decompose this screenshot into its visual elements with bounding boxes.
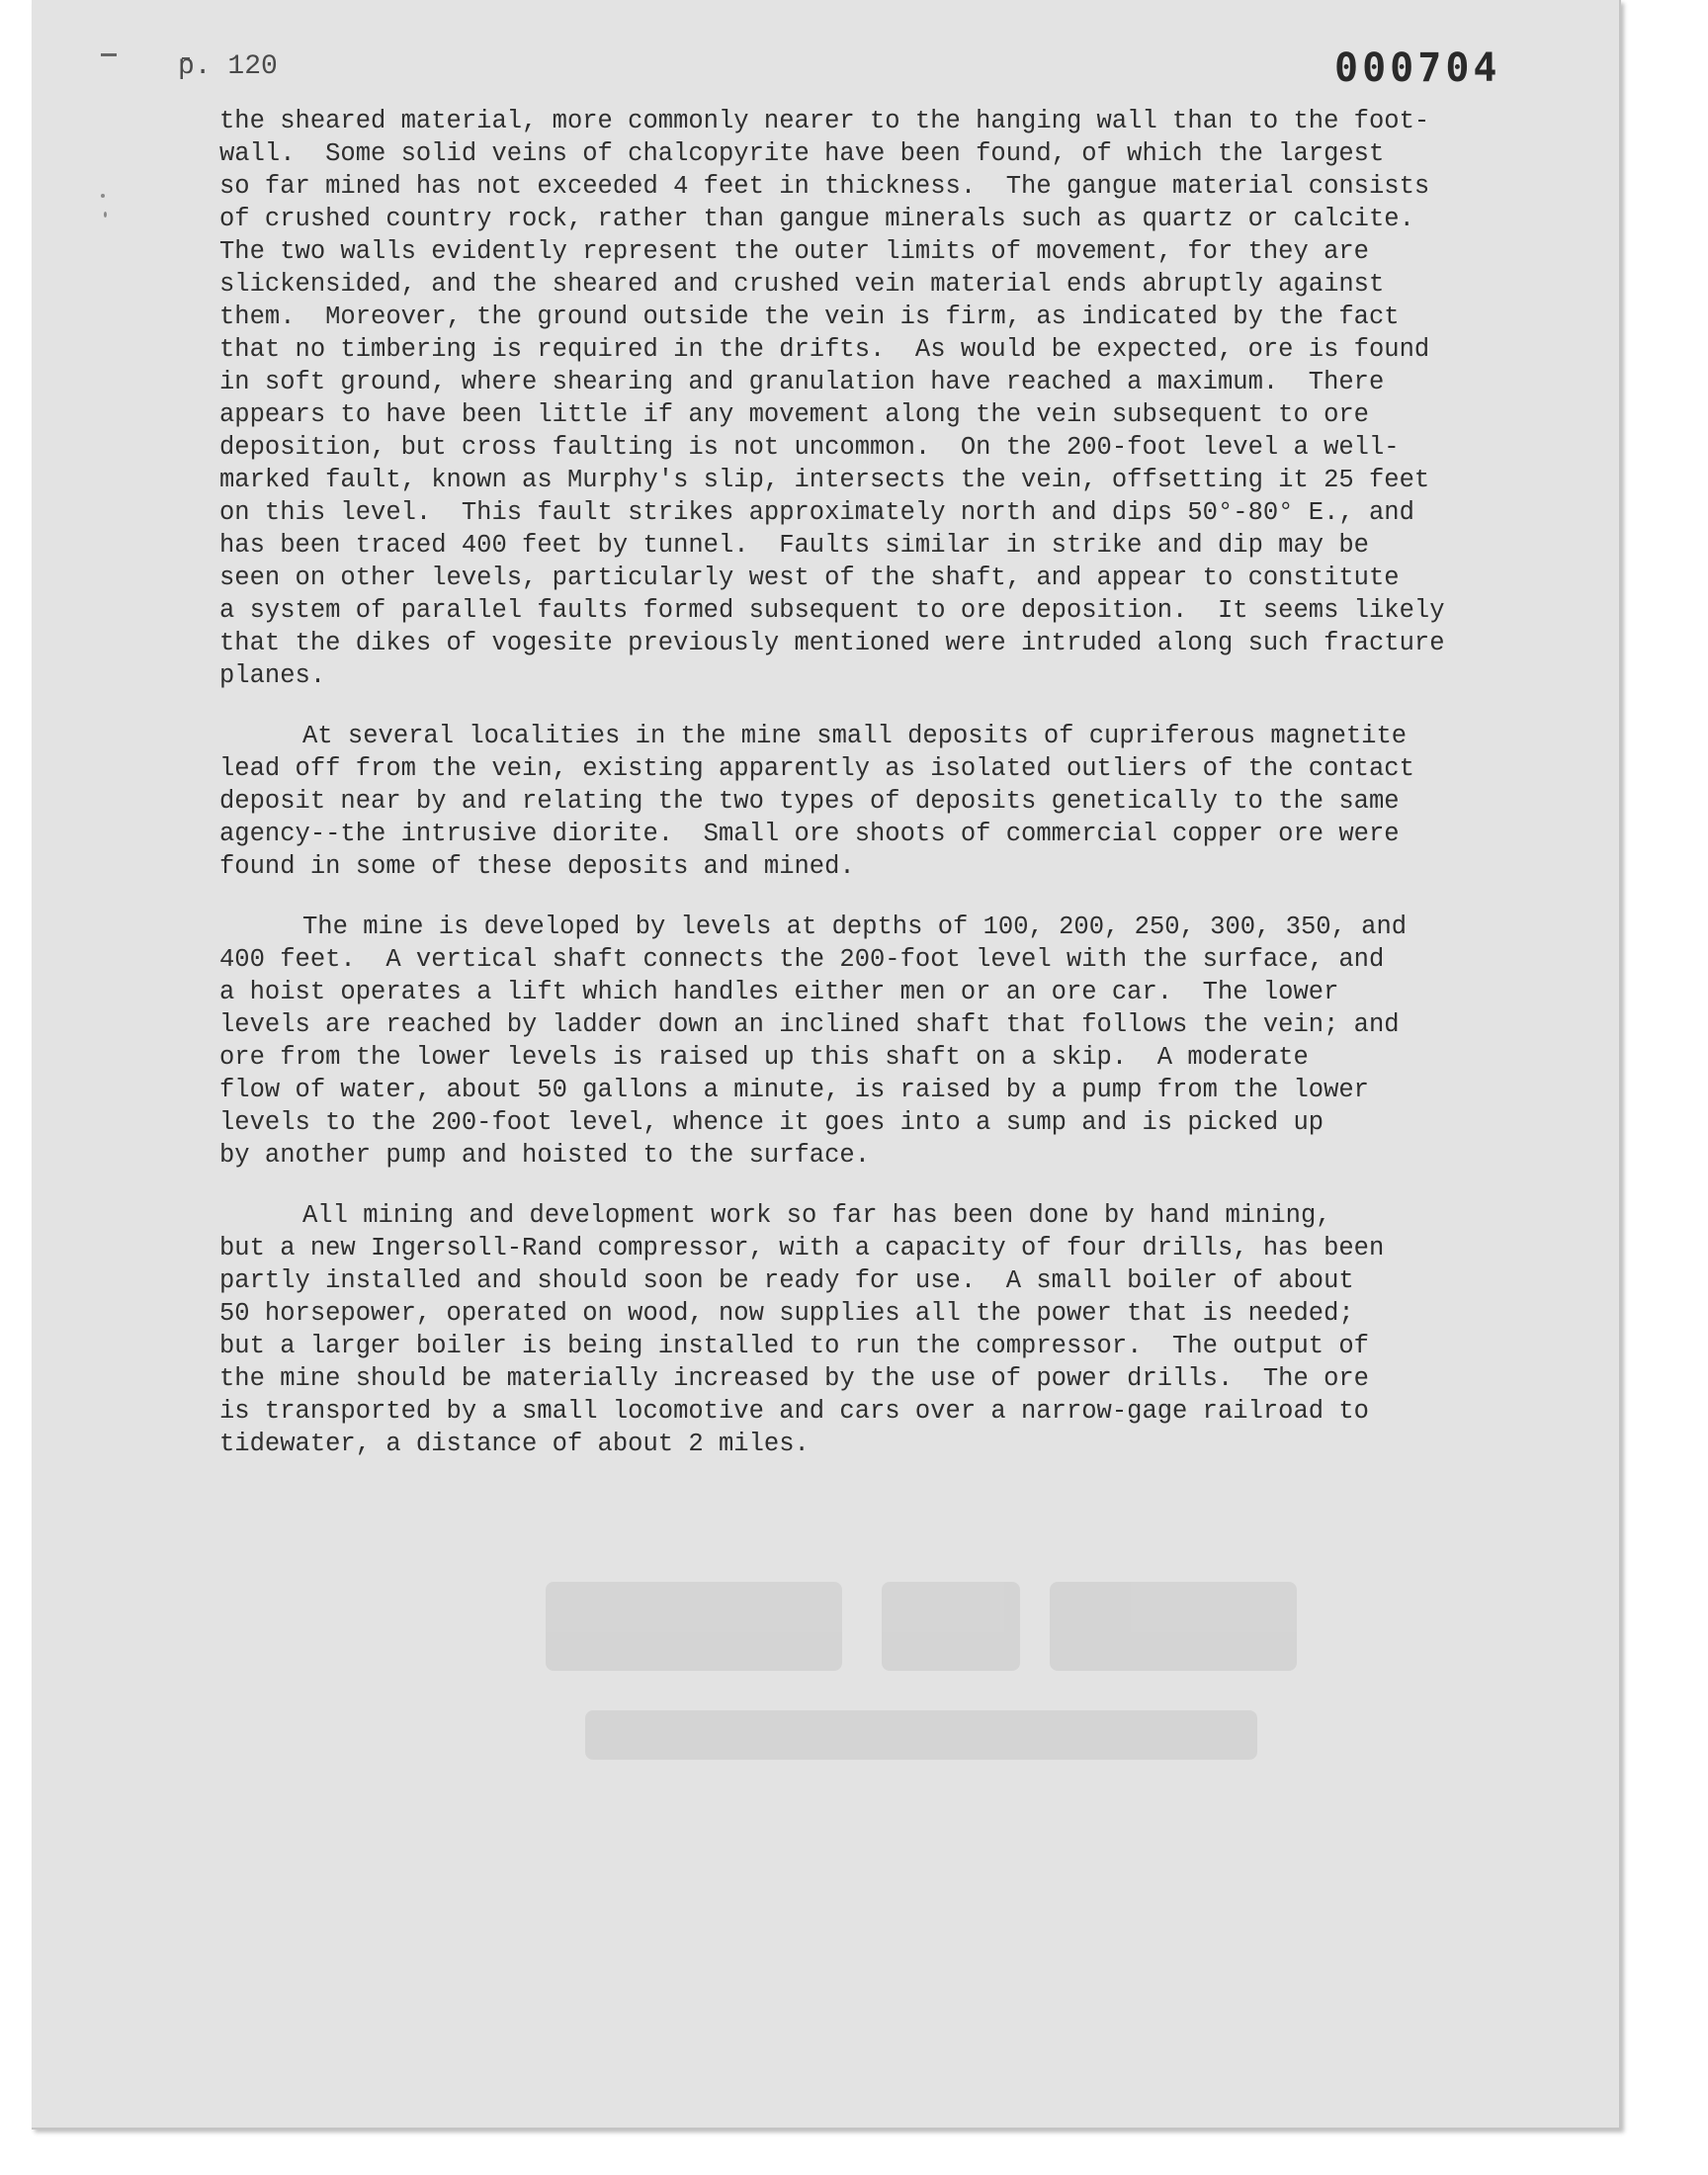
text-line: is transported by a small locomotive and cars over a narrow-gage railroad to: [219, 1397, 1369, 1426]
text-line: 50 horsepower, operated on wood, now supplies all the power that is needed;: [219, 1299, 1354, 1328]
text-line: All mining and development work so far has been done by hand mining,: [302, 1201, 1331, 1230]
text-line: seen on other levels, particularly west of the shaft, and appear to constitute: [219, 564, 1400, 592]
text-line: that no timbering is required in the drifts. As would be expected, ore is found: [219, 335, 1430, 364]
text-line: has been traced 400 feet by tunnel. Faults similar in strike and dip may be: [219, 531, 1369, 560]
paragraph-3: [219, 911, 1564, 1172]
text-line: flow of water, about 50 gallons a minute, is raised by a pump from the lower: [219, 1076, 1369, 1104]
paragraph-1: [219, 105, 1564, 692]
text-line: lead off from the vein, existing apparently as isolated outliers of the contact: [219, 754, 1414, 783]
text-line: but a larger boiler is being installed to run the compressor. The output of: [219, 1332, 1369, 1360]
scan-mark: [101, 53, 117, 56]
text-line: of crushed country rock, rather than gangue minerals such as quartz or calcite.: [219, 205, 1414, 233]
text-line: that the dikes of vogesite previously mentioned were intruded along such fracture: [219, 629, 1445, 657]
text-line: but a new Ingersoll-Rand compressor, with a capacity of four drills, has been: [219, 1234, 1385, 1262]
text-line: The mine is developed by levels at depths of 100, 200, 250, 300, 350, and: [302, 913, 1408, 941]
text-line: in soft ground, where shearing and granulation have reached a maximum. There: [219, 368, 1385, 396]
scan-speck: [101, 194, 105, 198]
text-line: so far mined has not exceeded 4 feet in thickness. The gangue material consists: [219, 172, 1430, 201]
text-line: slickensided, and the sheared and crushed vein material ends abruptly against: [219, 270, 1385, 299]
text-line: 400 feet. A vertical shaft connects the 200-foot level with the surface, and: [219, 945, 1385, 974]
document-body: [219, 105, 1564, 1460]
text-line: on this level. This fault strikes approximately north and dips 50°-80° E., and: [219, 498, 1414, 527]
text-line: them. Moreover, the ground outside the vein is firm, as indicated by the fact: [219, 303, 1400, 331]
scan-speck: [104, 212, 107, 218]
text-line: the sheared material, more commonly nearer to the hanging wall than to the foot-: [219, 107, 1430, 135]
text-line: a system of parallel faults formed subsequent to ore deposition. It seems likely: [219, 596, 1445, 625]
text-line: levels to the 200-foot level, whence it goes into a sump and is picked up: [219, 1108, 1324, 1137]
text-line: appears to have been little if any movement along the vein subsequent to ore: [219, 400, 1369, 429]
text-line: The two walls evidently represent the outer limits of movement, for they are: [219, 237, 1369, 266]
document-page: [32, 0, 1621, 2130]
faded-stamp: [526, 1572, 1317, 1780]
text-line: partly installed and should soon be ready for use. A small boiler of about: [219, 1266, 1354, 1295]
paragraph-2: [219, 720, 1564, 883]
text-line: levels are reached by ladder down an inclined shaft that follows the vein; and: [219, 1010, 1400, 1039]
text-line: ore from the lower levels is raised up this shaft on a skip. A moderate: [219, 1043, 1309, 1072]
text-line: the mine should be materially increased by the use of power drills. The ore: [219, 1364, 1369, 1393]
text-line: wall. Some solid veins of chalcopyrite have been found, of which the largest: [219, 139, 1385, 168]
text-line: by another pump and hoisted to the surface.: [219, 1141, 871, 1170]
text-line: agency--the intrusive diorite. Small ore shoots of commercial copper ore were: [219, 820, 1400, 848]
text-line: a hoist operates a lift which handles either men or an ore car. The lower: [219, 978, 1339, 1006]
text-line: found in some of these deposits and mined.: [219, 852, 855, 881]
page-reference: p. 120: [178, 51, 278, 82]
text-line: deposit near by and relating the two types of deposits genetically to the same: [219, 787, 1400, 816]
text-line: marked fault, known as Murphy's slip, intersects the vein, offsetting it 25 feet: [219, 466, 1430, 494]
document-number: 000704: [1334, 45, 1501, 91]
text-line: At several localities in the mine small deposits of cupriferous magnetite: [302, 722, 1408, 750]
text-line: planes.: [219, 661, 326, 690]
text-line: tidewater, a distance of about 2 miles.: [219, 1430, 810, 1458]
paragraph-4: [219, 1199, 1564, 1460]
text-line: deposition, but cross faulting is not uncommon. On the 200-foot level a well-: [219, 433, 1400, 462]
